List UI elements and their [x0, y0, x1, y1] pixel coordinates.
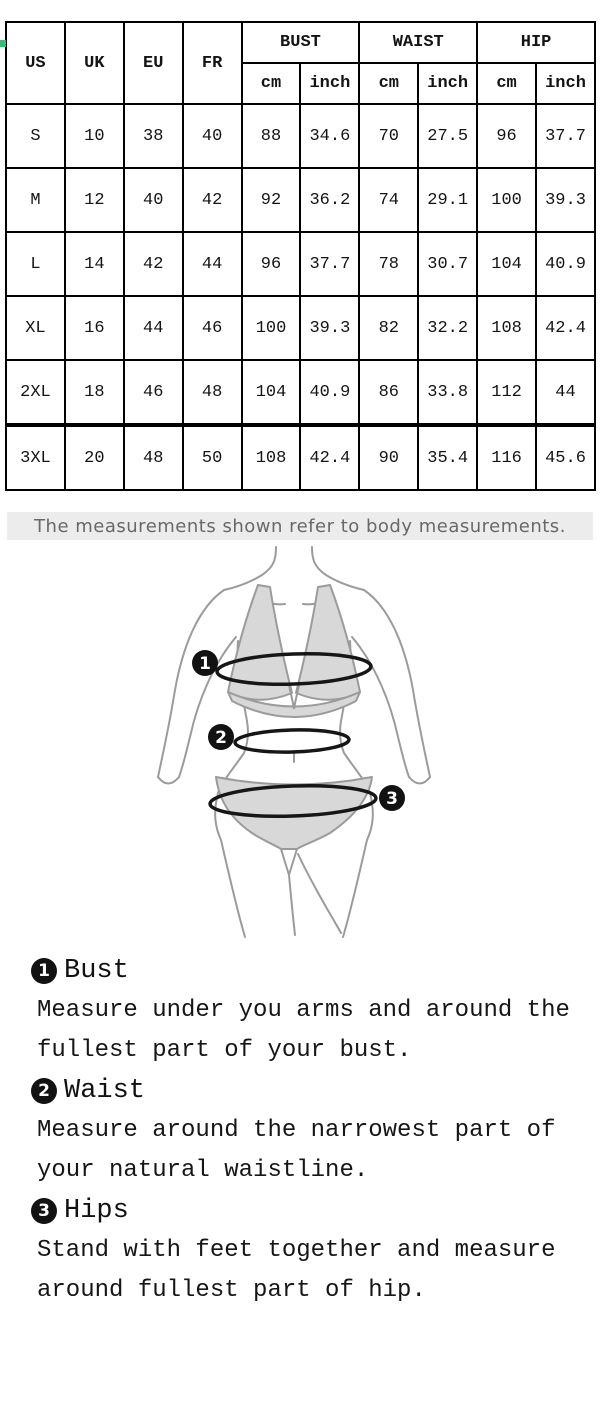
table-cell: 12: [65, 168, 124, 232]
hips-instruction-title: [31, 1191, 582, 1231]
table-cell: 39.3: [300, 296, 359, 360]
number-3-badge: 3: [31, 1198, 57, 1224]
number-1-badge: 1: [31, 958, 57, 984]
size-label: M: [6, 168, 65, 232]
table-cell: 16: [65, 296, 124, 360]
table-cell: 46: [124, 360, 183, 425]
inner-leg-line: [289, 875, 295, 935]
table-row-s: [6, 104, 595, 168]
table-cell: 37.7: [536, 104, 595, 168]
unit-header-hip-cm: cm: [477, 63, 536, 104]
table-cell: 88: [242, 104, 301, 168]
table-cell: 37.7: [300, 232, 359, 296]
bust-instruction-title: [31, 951, 582, 991]
table-cell: 40: [124, 168, 183, 232]
table-cell: 42.4: [536, 296, 595, 360]
unit-header-bust-inch: inch: [300, 63, 359, 104]
table-cell: 42: [183, 168, 242, 232]
table-cell: 86: [359, 360, 418, 425]
table-cell: 70: [359, 104, 418, 168]
hand-line: [158, 777, 179, 784]
table-cell: 82: [359, 296, 418, 360]
table-cell: 48: [183, 360, 242, 425]
arm-line: [364, 590, 430, 777]
table-cell: 104: [242, 360, 301, 425]
table-row-3xl: [6, 425, 595, 490]
table-cell: 42.4: [300, 425, 359, 490]
group-header-hip: HIP: [477, 22, 595, 63]
table-cell: 44: [124, 296, 183, 360]
table-cell: 38: [124, 104, 183, 168]
table-cell: 40: [183, 104, 242, 168]
instruction-title-text: Hips: [64, 1196, 129, 1226]
size-label: L: [6, 232, 65, 296]
hips-instruction-text: Stand with feet together and measure around fullest part of hip.: [37, 1237, 556, 1304]
table-cell: 34.6: [300, 104, 359, 168]
green-corner-artifact: [0, 40, 6, 47]
table-cell: 104: [477, 232, 536, 296]
inner-leg-line: [281, 849, 297, 875]
table-cell: 100: [242, 296, 301, 360]
cleavage-line: [289, 685, 299, 709]
body-measurements-note: The measurements shown refer to body measurements.: [7, 512, 593, 540]
table-row-l: [6, 232, 595, 296]
table-cell: 10: [65, 104, 124, 168]
measurement-diagram: [0, 545, 600, 943]
table-cell: 96: [242, 232, 301, 296]
table-header-row: [6, 22, 595, 63]
table-row-xl: [6, 296, 595, 360]
table-cell: 36.2: [300, 168, 359, 232]
size-label: S: [6, 104, 65, 168]
neck-line: [312, 547, 364, 590]
unit-header-hip-inch: inch: [536, 63, 595, 104]
table-cell: 14: [65, 232, 124, 296]
table-cell: 108: [477, 296, 536, 360]
table-cell: 96: [477, 104, 536, 168]
table-cell: 78: [359, 232, 418, 296]
table-cell: 44: [183, 232, 242, 296]
table-cell: 32.2: [418, 296, 477, 360]
table-cell: 35.4: [418, 425, 477, 490]
instruction-title-text: Bust: [64, 956, 129, 986]
table-cell: 40.9: [300, 360, 359, 425]
col-header-fr: FR: [183, 22, 242, 104]
group-header-waist: WAIST: [359, 22, 477, 63]
table-cell: 100: [477, 168, 536, 232]
bust-marker-number: 1: [199, 654, 211, 674]
waist-measure-line: [235, 729, 350, 754]
table-cell: 30.7: [418, 232, 477, 296]
col-header-uk: UK: [65, 22, 124, 104]
hip-marker-number: 3: [386, 789, 398, 809]
table-cell: 46: [183, 296, 242, 360]
waist-marker-number: 2: [215, 728, 227, 748]
neck-line: [224, 547, 276, 590]
unit-header-waist-inch: inch: [418, 63, 477, 104]
size-label: XL: [6, 296, 65, 360]
table-row-2xl: [6, 360, 595, 425]
group-header-bust: BUST: [242, 22, 360, 63]
table-cell: 90: [359, 425, 418, 490]
hand-line: [409, 777, 430, 784]
table-cell: 42: [124, 232, 183, 296]
table-cell: 92: [242, 168, 301, 232]
bust-instruction-text: Measure under you arms and around the fullest part of your bust.: [37, 997, 570, 1064]
table-cell: 45.6: [536, 425, 595, 490]
size-chart-table: [5, 21, 596, 491]
col-header-us: US: [6, 22, 65, 104]
arm-line: [158, 590, 224, 777]
table-cell: 20: [65, 425, 124, 490]
waist-instruction-title: [31, 1071, 582, 1111]
measuring-instructions: [0, 943, 600, 1311]
table-cell: 74: [359, 168, 418, 232]
inner-leg-line: [298, 854, 341, 933]
col-header-eu: EU: [124, 22, 183, 104]
table-cell: 39.3: [536, 168, 595, 232]
table-cell: 29.1: [418, 168, 477, 232]
table-cell: 50: [183, 425, 242, 490]
table-cell: 44: [536, 360, 595, 425]
table-cell: 48: [124, 425, 183, 490]
table-cell: 27.5: [418, 104, 477, 168]
instruction-title-text: Waist: [64, 1076, 146, 1106]
table-row-m: [6, 168, 595, 232]
table-cell: 116: [477, 425, 536, 490]
body-figure-illustration: [0, 545, 600, 943]
unit-header-waist-cm: cm: [359, 63, 418, 104]
unit-header-bust-cm: cm: [242, 63, 301, 104]
table-cell: 40.9: [536, 232, 595, 296]
table-cell: 18: [65, 360, 124, 425]
table-cell: 108: [242, 425, 301, 490]
size-label: 3XL: [6, 425, 65, 490]
number-2-badge: 2: [31, 1078, 57, 1104]
waist-instruction-text: Measure around the narrowest part of your natural waistline.: [37, 1117, 556, 1184]
table-cell: 33.8: [418, 360, 477, 425]
table-cell: 112: [477, 360, 536, 425]
size-label: 2XL: [6, 360, 65, 425]
